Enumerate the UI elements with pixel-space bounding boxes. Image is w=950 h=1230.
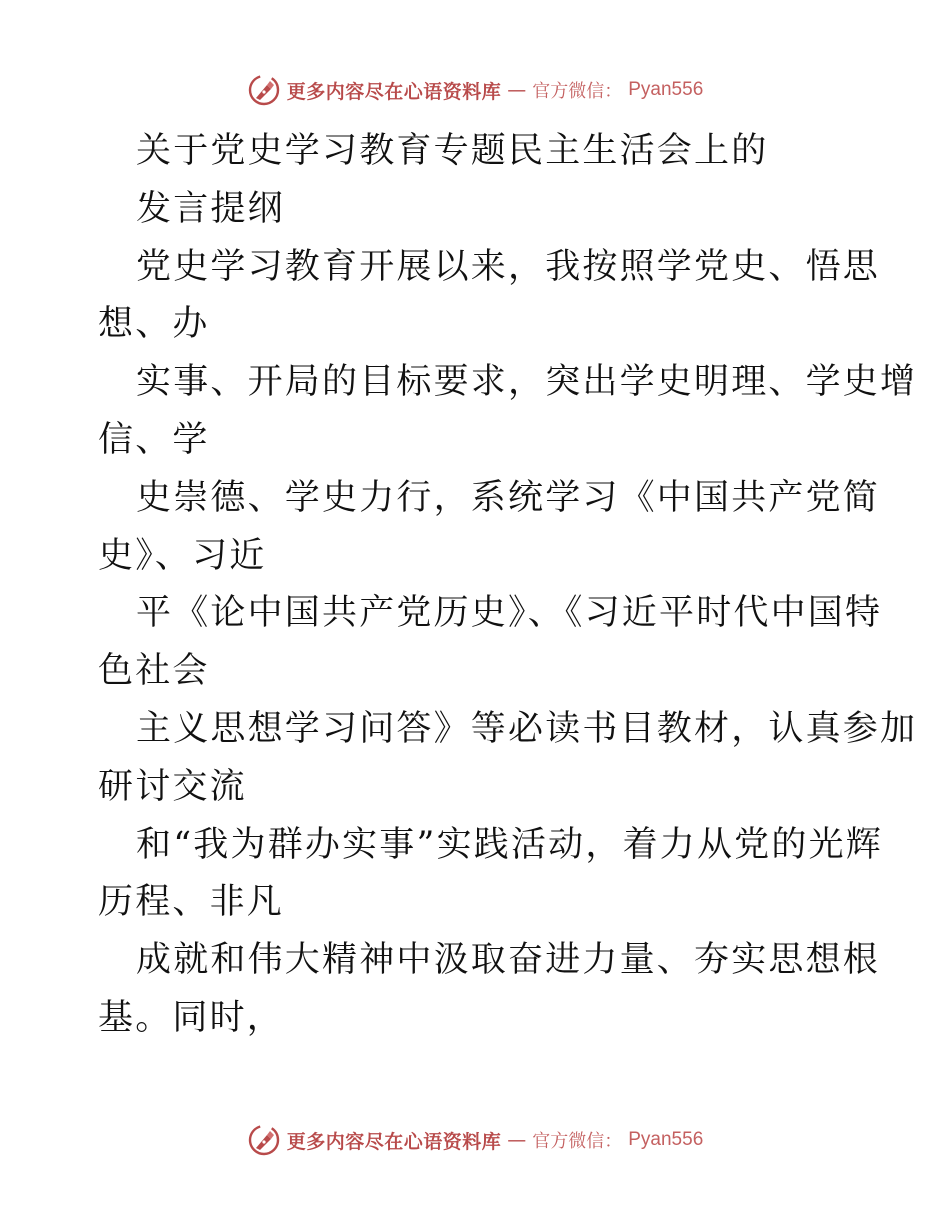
paragraph-line: 史崇德、学史力行，系统学习《中国共产党简 [136, 477, 881, 518]
paragraph-line: 色社会 [98, 651, 210, 692]
paragraph-line: 党史学习教育开展以来，我按照学党史、悟思 [136, 246, 881, 287]
document-title-line: 关于党史学习教育专题民主生活会上的 [136, 131, 769, 171]
watermark-wechat-label: 官方微信： [532, 1131, 623, 1152]
watermark-dash: — [507, 79, 527, 101]
paragraph-line: 信、学 [98, 419, 210, 460]
header-watermark [0, 72, 950, 108]
document-title-line: 发言提纲 [136, 188, 285, 229]
watermark-site-text: 更多内容尽在心语资料库 [286, 80, 502, 103]
paragraph-line: 主义思想学习问答》等必读书目教材，认真参加 [136, 708, 918, 749]
footer-watermark [0, 1122, 950, 1158]
paragraph-line: 历程、非凡 [98, 882, 285, 923]
watermark-wechat-id: Pyan556 [628, 79, 704, 100]
paragraph-line: 成就和伟大精神中汲取奋进力量、夯实思想根 [136, 940, 881, 981]
paragraph-line: 实事、开局的目标要求，突出学史明理、学史增 [136, 362, 918, 403]
watermark-wechat-label: 官方微信： [532, 81, 623, 102]
paragraph-line: 想、办 [98, 304, 210, 345]
document-body [98, 123, 918, 1048]
pen-nib-logo-icon [247, 1123, 281, 1157]
paragraph-line: 平《论中国共产党历史》、《习近平时代中国特 [136, 593, 883, 634]
watermark-dash: — [507, 1129, 527, 1151]
paragraph-line: 和“我为群办实事”实践活动，着力从党的光辉 [136, 824, 883, 865]
watermark-site-text: 更多内容尽在心语资料库 [286, 1130, 502, 1153]
pen-nib-logo-icon [247, 73, 281, 107]
paragraph-line: 史》、习近 [98, 535, 267, 576]
paragraph-line: 研讨交流 [98, 766, 247, 807]
watermark-wechat-id: Pyan556 [628, 1129, 704, 1150]
paragraph-line: 基。同时， [98, 997, 285, 1038]
